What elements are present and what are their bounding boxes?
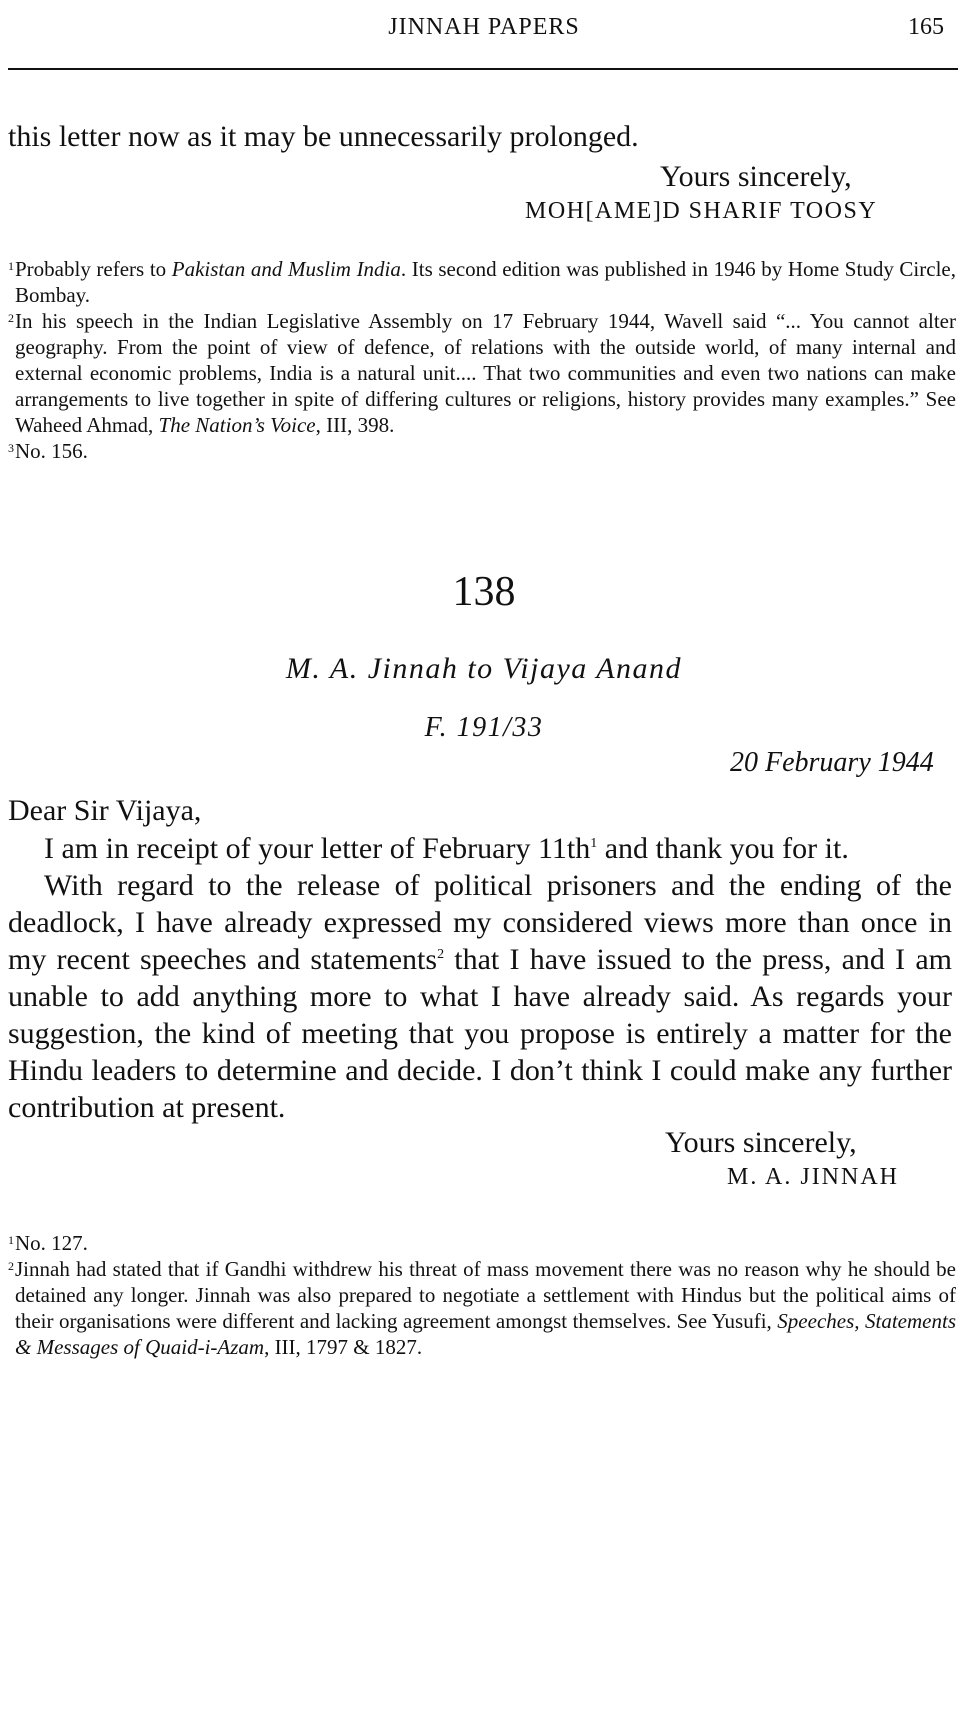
previous-letter-closing: Yours sincerely, <box>660 160 852 193</box>
footnote-text-part: , III, 398. <box>315 413 395 437</box>
footnote <box>8 1256 956 1360</box>
footnote-italic-title: The Nation’s Voice <box>158 413 316 437</box>
footnote <box>8 308 956 438</box>
running-header-title: JINNAH PAPERS <box>388 14 580 40</box>
letter-paragraph <box>8 867 952 1126</box>
footnote-mark: 1 <box>8 259 14 273</box>
header-rule <box>8 68 958 70</box>
letter-signature: M. A. JINNAH <box>727 1164 900 1190</box>
page-number: 165 <box>908 14 944 40</box>
footnote-italic-title: Pakistan and Muslim India <box>171 257 401 281</box>
document-title: M. A. Jinnah to Vijaya Anand <box>285 652 683 685</box>
footnote-mark: 2 <box>8 311 14 325</box>
letter-text: I am in receipt of your letter of February 11th <box>44 832 591 865</box>
letter-text: and thank you for it. <box>597 832 849 865</box>
footnote-text <box>15 1256 956 1360</box>
footnote-text-part: No. 156. <box>15 439 88 463</box>
footnote-text <box>15 438 956 464</box>
footnote-mark: 1 <box>8 1233 14 1247</box>
previous-letter-continuation: this letter now as it may be unnecessarily prolonged. <box>8 120 639 153</box>
letter-paragraph <box>8 830 952 867</box>
footnote-text <box>15 1230 956 1256</box>
previous-footnotes <box>8 256 956 464</box>
document-file-reference: F. 191/33 <box>424 712 544 743</box>
document-number: 138 <box>452 569 516 615</box>
footnote-text <box>15 308 956 438</box>
footnote-text <box>15 256 956 308</box>
footnote-text-part: . Its second edition was published in 1946 by Home Study Circle, Bombay. <box>15 257 956 307</box>
letter-text: With regard to the release of political prisoners and the ending of the deadlock, I have already expressed my considered views more than once in my recent speeches and statements <box>8 869 952 976</box>
footnote <box>8 438 956 464</box>
footnote <box>8 1230 956 1256</box>
footnote-italic-title: Speeches, Statements & Messages of Quaid-i-Azam <box>15 1309 956 1359</box>
letter-text: that I have issued to the press, and I am unable to add anything more to what I have already said. As regards your suggestion, the kind of meeting that you propose is entirely a matter for the Hindu leaders to determine and decide. I don’t think I could make any further contribution at present. <box>8 943 952 1124</box>
document-footnotes <box>8 1230 956 1360</box>
footnote-text-part: Jinnah had stated that if Gandhi withdrew his threat of mass movement there was no reason why he should be detained any longer. Jinnah was also prepared to negotiate a settlement with Hindus but the political aims of their organisations were different and lacking agreement amongst themselves. See Yusufi, <box>15 1257 956 1333</box>
footnote-reference: 2 <box>437 947 445 962</box>
letter-closing: Yours sincerely, <box>665 1126 857 1159</box>
previous-letter-signature: MOH[AME]D SHARIF TOOSY <box>525 198 878 224</box>
footnote-text-part: No. 127. <box>15 1231 88 1255</box>
footnote-mark: 3 <box>8 441 14 455</box>
footnote-reference: 1 <box>590 836 598 851</box>
letter-body <box>8 830 952 1126</box>
footnote-text-part: , III, 1797 & 1827. <box>264 1335 423 1359</box>
footnote <box>8 256 956 308</box>
letter-salutation: Dear Sir Vijaya, <box>8 794 202 827</box>
document-date: 20 February 1944 <box>730 747 934 778</box>
footnote-mark: 2 <box>8 1259 14 1273</box>
footnote-text-part: In his speech in the Indian Legislative Assembly on 17 February 1944, Wavell said “... You cannot alter geography. From the point of view of defence, of relations with the outside world, of many internal and external economic problems, India is a natural unit.... That two communities and even two nations can make arrangements to live together in spite of differing cultures or religions, history provides many examples.” See Waheed Ahmad, <box>15 309 956 437</box>
footnote-text-part: Probably refers to <box>15 257 172 281</box>
